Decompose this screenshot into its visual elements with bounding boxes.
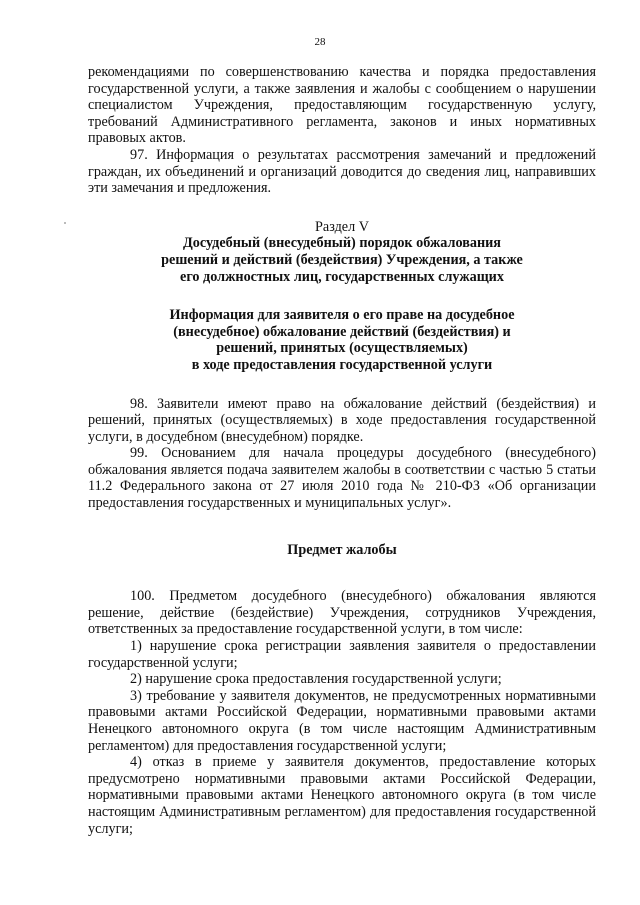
subject-heading: Предмет жалобы bbox=[287, 541, 397, 558]
paragraph-98: 98. Заявители имеют право на обжалование действий (бездействия) и решений, принятых (осуществляемых) в ходе предоставления государственной услуги, в досудебном (внесудебном) порядке. bbox=[88, 395, 596, 445]
page-body bbox=[88, 64, 596, 837]
section-title-line: его должностных лиц, государственных служащих bbox=[180, 268, 504, 285]
list-item: 4) отказ в приеме у заявителя документов, предоставление которых предусмотрено нормативными правовыми актами Российской Федерации, нормативными правовыми актами Ненецкого автономного округа (в том числе настоящим Административным регламентом) для предоставления государственной услуги; bbox=[88, 754, 596, 837]
list-item: 2) нарушение срока предоставления государственной услуги; bbox=[130, 671, 502, 688]
subsection-title-line: (внесудебное) обжалование действий (бездействия) и bbox=[173, 323, 511, 340]
section-label: Раздел V bbox=[315, 218, 369, 235]
subsection-title-line: Информация для заявителя о его праве на досудебное bbox=[169, 307, 515, 324]
section-title-line: решений и действий (бездействия) Учреждения, а также bbox=[161, 251, 523, 268]
subsection-title-line: решений, принятых (осуществляемых) bbox=[216, 340, 468, 357]
page-number: 28 bbox=[314, 36, 326, 48]
paragraph-97: 97. Информация о результатах рассмотрения замечаний и предложений граждан, их объединений и организаций доводится до сведения лиц, направивших эти замечания и предложения. bbox=[88, 146, 596, 197]
margin-mark bbox=[64, 222, 66, 224]
section-title-line: Досудебный (внесудебный) порядок обжалования bbox=[183, 235, 501, 252]
list-item: 3) требование у заявителя документов, не предусмотренных нормативными правовыми актами Российской Федерации, нормативными правовыми актами Ненецкого автономного округа (в том числе настоящим Административным регламентом) для предоставления государственной услуги; bbox=[88, 687, 596, 754]
subsection-title-line: в ходе предоставления государственной услуги bbox=[191, 356, 493, 373]
subsection-title bbox=[88, 307, 596, 373]
paragraph-continuation: рекомендациями по совершенствованию качества и порядка предоставления государственной услуги, а также заявления и жалобы с сообщением о нарушении специалистом Учреждения, предоставляющим государственную услугу, требований Административного регламента, законов и иных нормативных правовых актов. bbox=[88, 64, 596, 147]
paragraph-99: 99. Основанием для начала процедуры досудебного (внесудебного) обжалования является подача заявителем жалобы в соответствии с частью 5 статьи 11.2 Федерального закона от 27 июля 2010 года № 210-ФЗ «Об организации предоставления государственных и муниципальных услуг». bbox=[88, 445, 596, 512]
section-title bbox=[88, 235, 596, 285]
list-item: 1) нарушение срока регистрации заявления заявителя о предоставлении государственной услуги; bbox=[88, 638, 596, 671]
paragraph-100: 100. Предметом досудебного (внесудебного) обжалования являются решение, действие (бездействие) Учреждения, сотрудников Учреждения, ответственных за предоставление государственной услуги, в том числе: bbox=[88, 588, 596, 638]
